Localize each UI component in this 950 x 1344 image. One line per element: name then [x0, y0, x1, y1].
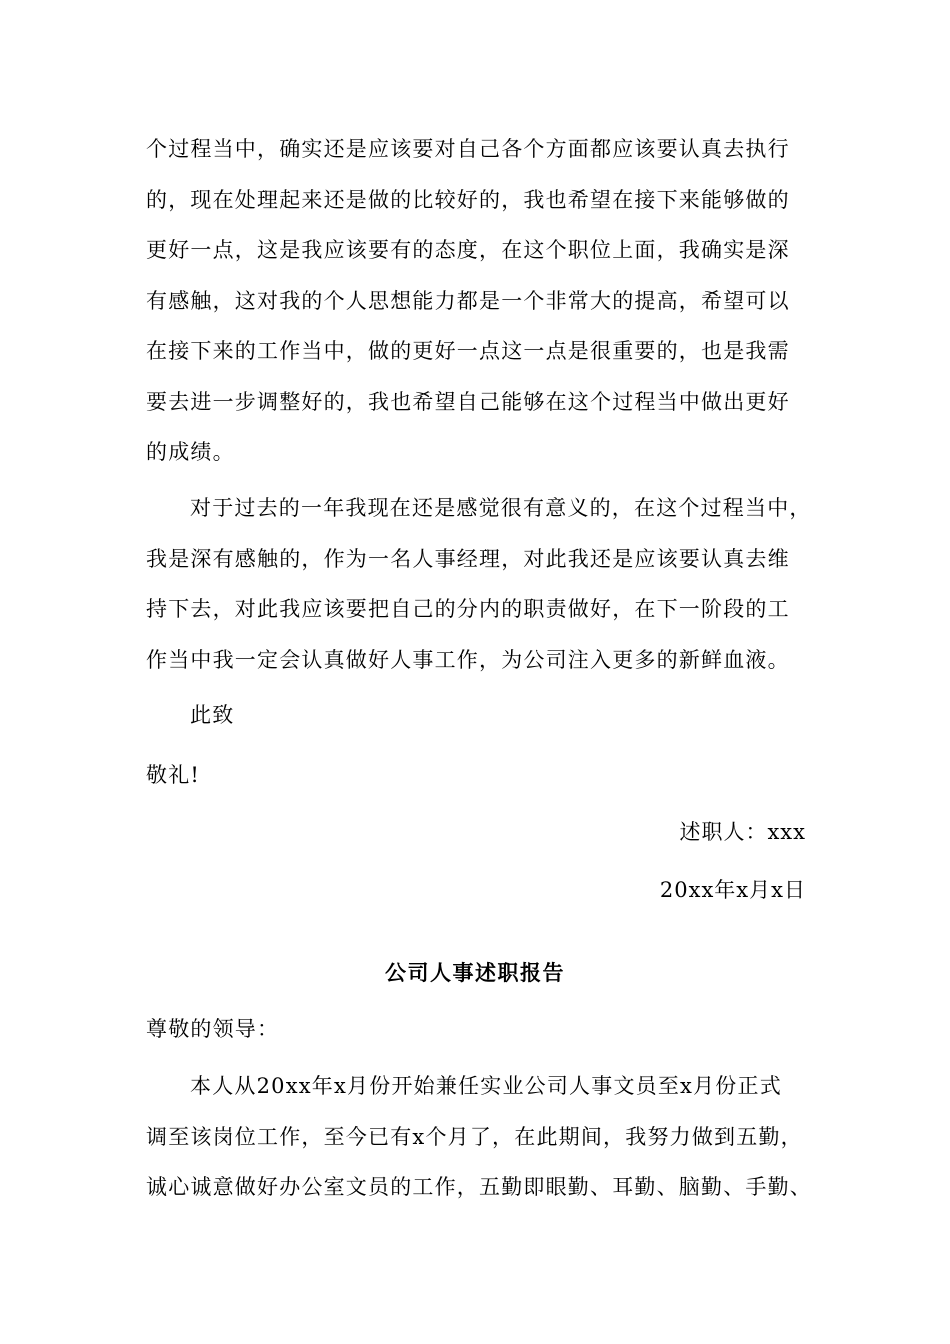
body-paragraph [146, 483, 812, 685]
text-line: 在接下来的工作当中，做的更好一点这一点是很重要的，也是我需 [146, 339, 790, 363]
text-line: 有感触，这对我的个人思想能力都是一个非常大的提高，希望可以 [146, 288, 790, 313]
report-date: 20xx年x月x日 [659, 878, 806, 902]
text-line: 个过程当中，确实还是应该要对自己各个方面都应该要认真去执行 [146, 137, 790, 161]
body-paragraph [146, 1061, 812, 1213]
text-line: 我是深有感触的，作为一名人事经理，对此我还是应该要认真去维 [146, 546, 790, 571]
text-line: 本人从20xx年x月份开始兼任实业公司人事文员至x月份正式 [190, 1074, 782, 1098]
text-line: 调至该岗位工作，至今已有x个月了，在此期间，我努力做到五勤， [146, 1124, 803, 1149]
text-line: 诚心诚意做好办公室文员的工作，五勤即眼勤、耳勤、脑勤、手勤、 [146, 1175, 812, 1199]
salutation: 敬礼! [146, 763, 201, 787]
report-title: 公司人事述职报告 [385, 960, 565, 985]
body-paragraph [146, 124, 806, 478]
text-line: 要去进一步调整好的，我也希望自己能够在这个过程当中做出更好 [146, 389, 790, 414]
text-line: 的，现在处理起来还是做的比较好的，我也希望在接下来能够做的 [146, 187, 790, 212]
text-line: 作当中我一定会认真做好人事工作，为公司注入更多的新鲜血液。 [146, 647, 790, 672]
text-line: 更好一点，这是我应该要有的态度，在这个职位上面，我确实是深 [146, 238, 790, 262]
closing-phrase: 此致 [190, 703, 235, 727]
greeting: 尊敬的领导： [146, 1017, 280, 1041]
signature: 述职人：xxx [679, 820, 806, 844]
text-line: 的成绩。 [146, 440, 235, 464]
text-line: 持下去，对此我应该要把自己的分内的职责做好，在下一阶段的工 [146, 597, 790, 621]
text-line: 对于过去的一年我现在还是感觉很有意义的，在这个过程当中， [190, 496, 812, 520]
